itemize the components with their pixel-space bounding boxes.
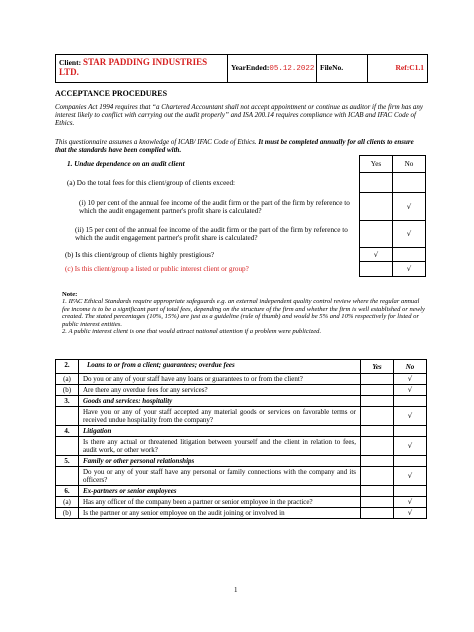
intro2-a: This questionnaire assumes a knowledge of ICAB/ IFAC Code of Ethics. — [55, 138, 257, 146]
year-ended-label: YearEnded: — [231, 63, 270, 72]
no-header-2: No — [394, 360, 427, 374]
section2-heading: Loans to or from a client; guarantees; overdue fees — [79, 360, 361, 374]
client-label: Client: — [59, 58, 82, 67]
section5-no: √ — [394, 467, 427, 486]
answer-1c-no: √ — [393, 262, 426, 277]
sections-table — [55, 359, 427, 519]
section2-a-label: (a) — [56, 374, 79, 385]
page-number: 1 — [234, 586, 238, 594]
client-cell — [56, 55, 228, 82]
header-box — [55, 54, 428, 83]
file-no-label: FileNo. — [320, 63, 344, 72]
year-ended-value: 05.12.2022 — [269, 65, 315, 73]
section5-heading: Family or other personal relationships — [79, 456, 361, 467]
section6-a-label: (a) — [56, 497, 79, 508]
client-name: STAR PADDING INDUSTRIES LTD. — [59, 57, 208, 77]
section6-number: 6. — [56, 486, 79, 497]
section4-text: Is there any actual or threatened litigation between yourself and the client in relation to fees, audit work, or other work? — [79, 437, 361, 456]
section6-a-text: Has any officer of the company been a partner or senior employee in the practice? — [79, 497, 361, 508]
section3-heading: Goods and services: hospitality — [79, 396, 361, 407]
section4-number: 4. — [56, 426, 79, 437]
section5-number: 5. — [56, 456, 79, 467]
note-2: 2. A public interest client is one that would attract national attention if a problem were publicized. — [62, 328, 322, 336]
section2-a-no: √ — [394, 374, 427, 385]
ref-label: Ref:C1.1 — [395, 63, 424, 72]
section6-heading: Ex-partners or senior employees — [79, 486, 361, 497]
question-1a-ii: (ii) 15 per cent of the annual fee income of the audit firm or the part of the firm by reference to which the audit engagement partner's profit share is calculated? — [75, 226, 348, 242]
ref-cell — [368, 55, 427, 82]
section6-b-no: √ — [394, 508, 427, 519]
question-1c: (c) Is this client/group a listed or public interest client or group? — [65, 265, 249, 273]
yes-header-2: Yes — [361, 360, 394, 374]
intro-paragraph-2 — [55, 138, 425, 154]
section3-no: √ — [394, 407, 427, 426]
section6-a-no: √ — [394, 497, 427, 508]
section6-b-text: Is the partner or any senior employee on the audit joining or involved in — [79, 508, 361, 519]
note-label: Note: — [62, 291, 78, 298]
question-1a-i: (i) 10 per cent of the annual fee income of the audit firm or the part of the firm by reference to which the audit engagement partner's profit share is calculated? — [79, 198, 350, 215]
note-1: 1. IFAC Ethical Standards require appropriate safeguards e.g. an external independent quality control review where the regular annual fee income is to be a significant part of total fees, depending on the structure of the firm and whether the firm is well established or newly created. The stated percentages (10%, 15%) are just as a guideline (rule of thumb) and would be 5% and 10% respectively for listed or public interest entities. — [62, 298, 425, 328]
section6-b-label: (b) — [56, 508, 79, 519]
question-1b: (b) Is this client/group of clients highly prestigious? — [65, 250, 215, 259]
no-header: No — [393, 156, 426, 173]
section2-b-no: √ — [394, 385, 427, 396]
intro-paragraph: Companies Act 1994 requires that “a Chartered Accountant shall not accept appointment or continue as auditor if the firm has any interest likely to conflict with carrying out the audit properly” and ISA 200.14 requires compliance with ICAB and IFAC Code of Ethics. — [55, 103, 423, 127]
section3-text: Have you or any of your staff accepted any material goods or services on favorable terms or received undue hospitality from the company? — [79, 407, 361, 426]
file-no-cell — [317, 55, 368, 82]
section4-heading: Litigation — [79, 426, 361, 437]
section1-heading: 1. Undue dependence on an audit client — [67, 160, 185, 168]
note-block — [62, 291, 426, 335]
section2-b-label: (b) — [56, 385, 79, 396]
page-title: ACCEPTANCE PROCEDURES — [55, 89, 168, 98]
section2-a-text: Do you or any of your staff have any loans or guarantees to or from the client? — [79, 374, 361, 385]
section2-number: 2. — [56, 360, 79, 374]
year-ended-cell — [228, 55, 317, 82]
section5-text: Do you or any of your staff have any personal or family connections with the company and its officers? — [79, 467, 361, 486]
answer-1b-yes: √ — [360, 248, 393, 262]
section1-table — [55, 155, 426, 277]
section3-number: 3. — [56, 396, 79, 407]
yes-header: Yes — [360, 156, 393, 173]
answer-1a-ii-no: √ — [393, 221, 426, 248]
section4-no: √ — [394, 437, 427, 456]
section2-b-text: Are there any overdue fees for any services? — [79, 385, 361, 396]
answer-1a-i-no: √ — [393, 193, 426, 221]
question-1a: (a) Do the total fees for this client/group of clients exceed: — [67, 178, 236, 187]
intro2-b: It must be completed annually for all clients to ensure that the standards have been complied with. — [55, 138, 414, 154]
